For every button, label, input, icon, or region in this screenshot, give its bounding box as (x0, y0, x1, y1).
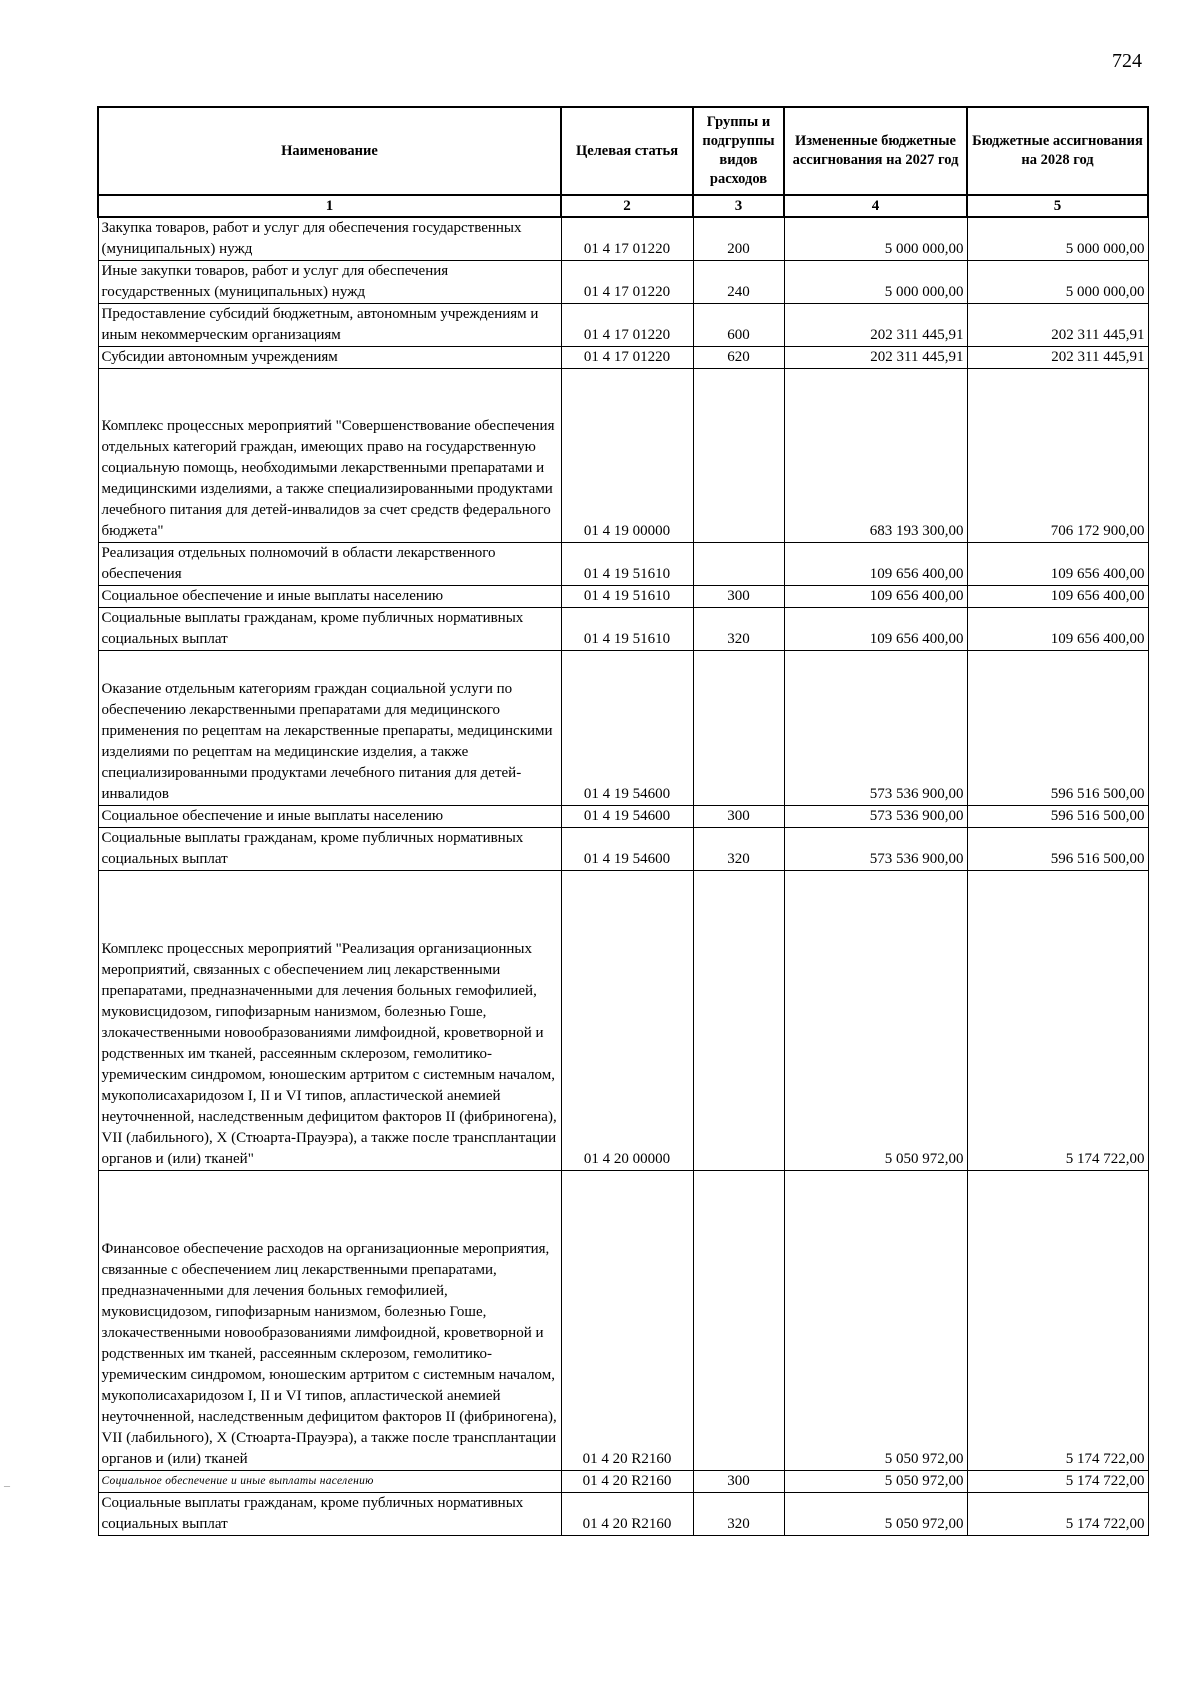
row-name: Финансовое обеспечение расходов на организационные мероприятия, связанные с обеспечением лиц лекарственными препаратами, предназначенными для лечения больных гемофилией, муковисцидозом, гипофизарным нанизмом, болезнью Гоше, злокачественными новообразованиями лимфоидной, кроветворной и родственных им тканей, рассеянным склерозом, гемолитико-уремическим синдромом, юношеским артритом с системным началом, мукополисахаридозом I, II и VI типов, апластической анемией неуточненной, наследственным дефицитом факторов II (фибриногена), VII (лабильного), X (Стюарта-Прауэра), а также после трансплантации органов и (или) тканей (98, 1171, 561, 1471)
row-name: Социальные выплаты гражданам, кроме публичных нормативных социальных выплат (98, 828, 561, 871)
column-number: 3 (693, 195, 784, 217)
row-target-code: 01 4 17 01220 (561, 217, 693, 261)
table-row (98, 1171, 1148, 1471)
row-group: 300 (693, 806, 784, 828)
row-amount-2028: 596 516 500,00 (967, 806, 1148, 828)
table-row (98, 369, 1148, 543)
row-amount-2027: 683 193 300,00 (784, 369, 967, 543)
row-group (693, 871, 784, 1171)
row-group (693, 543, 784, 586)
table-row (98, 828, 1148, 871)
row-amount-2027: 202 311 445,91 (784, 304, 967, 347)
row-amount-2027: 109 656 400,00 (784, 586, 967, 608)
table-row (98, 304, 1148, 347)
header-allocations-2028: Бюджетные ассигнования на 2028 год (967, 107, 1148, 195)
row-amount-2028: 706 172 900,00 (967, 369, 1148, 543)
row-name: Предоставление субсидий бюджетным, автономным учреждениям и иным некоммерческим организациям (98, 304, 561, 347)
column-number: 2 (561, 195, 693, 217)
table-row (98, 1471, 1148, 1493)
table-row (98, 261, 1148, 304)
row-amount-2027: 573 536 900,00 (784, 651, 967, 806)
row-target-code: 01 4 19 54600 (561, 828, 693, 871)
table-row (98, 347, 1148, 369)
row-target-code: 01 4 17 01220 (561, 304, 693, 347)
row-amount-2028: 596 516 500,00 (967, 651, 1148, 806)
row-name: Социальные выплаты гражданам, кроме публичных нормативных социальных выплат (98, 608, 561, 651)
row-group: 320 (693, 1493, 784, 1536)
scan-margin-mark: – (4, 1478, 10, 1492)
row-name: Социальное обеспечение и иные выплаты населению (98, 806, 561, 828)
row-group: 300 (693, 1471, 784, 1493)
table-row (98, 543, 1148, 586)
header-allocations-2027: Измененные бюджетные ассигнования на 2027 год (784, 107, 967, 195)
row-target-code: 01 4 19 51610 (561, 608, 693, 651)
row-group: 600 (693, 304, 784, 347)
row-amount-2027: 5 000 000,00 (784, 261, 967, 304)
row-name: Субсидии автономным учреждениям (98, 347, 561, 369)
row-group: 620 (693, 347, 784, 369)
row-amount-2028: 202 311 445,91 (967, 347, 1148, 369)
row-name: Комплекс процессных мероприятий "Реализация организационных мероприятий, связанных с обеспечением лиц лекарственными препаратами, предназначенными для лечения больных гемофилией, муковисцидозом, гипофизарным нанизмом, болезнью Гоше, злокачественными новообразованиями лимфоидной, кроветворной и родственных им тканей, рассеянным склерозом, гемолитико-уремическим синдромом, юношеским артритом с системным началом, мукополисахаридозом I, II и VI типов, апластической анемией неуточненной, наследственным дефицитом факторов II (фибриногена), VII (лабильного), X (Стюарта-Прауэра), а также после трансплантации органов и (или) тканей" (98, 871, 561, 1171)
table-row (98, 608, 1148, 651)
column-number: 4 (784, 195, 967, 217)
row-group: 200 (693, 217, 784, 261)
row-group: 300 (693, 586, 784, 608)
header-target-article: Целевая статья (561, 107, 693, 195)
row-amount-2028: 109 656 400,00 (967, 608, 1148, 651)
row-target-code: 01 4 20 00000 (561, 871, 693, 1171)
row-target-code: 01 4 19 51610 (561, 543, 693, 586)
row-amount-2027: 573 536 900,00 (784, 806, 967, 828)
row-group: 320 (693, 608, 784, 651)
row-name: Социальное обеспечение и иные выплаты населению (98, 1471, 561, 1493)
row-amount-2028: 596 516 500,00 (967, 828, 1148, 871)
row-name: Социальное обеспечение и иные выплаты населению (98, 586, 561, 608)
row-name: Иные закупки товаров, работ и услуг для обеспечения государственных (муниципальных) нужд (98, 261, 561, 304)
row-amount-2028: 202 311 445,91 (967, 304, 1148, 347)
row-amount-2027: 109 656 400,00 (784, 543, 967, 586)
row-amount-2027: 5 050 972,00 (784, 1493, 967, 1536)
row-target-code: 01 4 20 R2160 (561, 1471, 693, 1493)
row-amount-2028: 109 656 400,00 (967, 543, 1148, 586)
row-group (693, 651, 784, 806)
row-name: Комплекс процессных мероприятий "Совершенствование обеспечения отдельных категорий граждан, имеющих право на государственную социальную помощь, необходимыми лекарственными препаратами и медицинскими изделиями, а также специализированными продуктами лечебного питания для детей-инвалидов за счет средств федерального бюджета" (98, 369, 561, 543)
page-number: 724 (1112, 50, 1142, 72)
row-name: Реализация отдельных полномочий в области лекарственного обеспечения (98, 543, 561, 586)
header-expense-group: Группы и подгруппы видов расходов (693, 107, 784, 195)
row-amount-2027: 5 050 972,00 (784, 871, 967, 1171)
row-amount-2028: 5 000 000,00 (967, 217, 1148, 261)
budget-table (97, 106, 1149, 1536)
row-amount-2027: 5 000 000,00 (784, 217, 967, 261)
row-amount-2028: 5 174 722,00 (967, 1493, 1148, 1536)
row-target-code: 01 4 19 54600 (561, 651, 693, 806)
row-amount-2027: 573 536 900,00 (784, 828, 967, 871)
row-target-code: 01 4 20 R2160 (561, 1493, 693, 1536)
table-header-row (98, 107, 1148, 195)
table-row (98, 806, 1148, 828)
row-group (693, 369, 784, 543)
row-amount-2028: 109 656 400,00 (967, 586, 1148, 608)
row-target-code: 01 4 19 54600 (561, 806, 693, 828)
column-number: 1 (98, 195, 561, 217)
row-group: 320 (693, 828, 784, 871)
row-group (693, 1171, 784, 1471)
table-row (98, 217, 1148, 261)
row-amount-2027: 5 050 972,00 (784, 1471, 967, 1493)
row-target-code: 01 4 17 01220 (561, 347, 693, 369)
row-amount-2028: 5 174 722,00 (967, 1471, 1148, 1493)
row-amount-2028: 5 000 000,00 (967, 261, 1148, 304)
row-target-code: 01 4 17 01220 (561, 261, 693, 304)
row-amount-2027: 5 050 972,00 (784, 1171, 967, 1471)
row-target-code: 01 4 19 51610 (561, 586, 693, 608)
row-target-code: 01 4 19 00000 (561, 369, 693, 543)
row-name: Оказание отдельным категориям граждан социальной услуги по обеспечению лекарственными препаратами для медицинского применения по рецептам на лекарственные препараты, медицинскими изделиями по рецептам на медицинские изделия, а также специализированными продуктами лечебного питания для детей-инвалидов (98, 651, 561, 806)
table-row (98, 651, 1148, 806)
row-name: Закупка товаров, работ и услуг для обеспечения государственных (муниципальных) нужд (98, 217, 561, 261)
column-number-row (98, 195, 1148, 217)
table-row (98, 871, 1148, 1171)
row-amount-2028: 5 174 722,00 (967, 871, 1148, 1171)
column-number: 5 (967, 195, 1148, 217)
row-target-code: 01 4 20 R2160 (561, 1171, 693, 1471)
row-amount-2027: 202 311 445,91 (784, 347, 967, 369)
row-group: 240 (693, 261, 784, 304)
header-name: Наименование (98, 107, 561, 195)
row-name: Социальные выплаты гражданам, кроме публичных нормативных социальных выплат (98, 1493, 561, 1536)
table-row (98, 586, 1148, 608)
row-amount-2027: 109 656 400,00 (784, 608, 967, 651)
table-row (98, 1493, 1148, 1536)
row-amount-2028: 5 174 722,00 (967, 1171, 1148, 1471)
